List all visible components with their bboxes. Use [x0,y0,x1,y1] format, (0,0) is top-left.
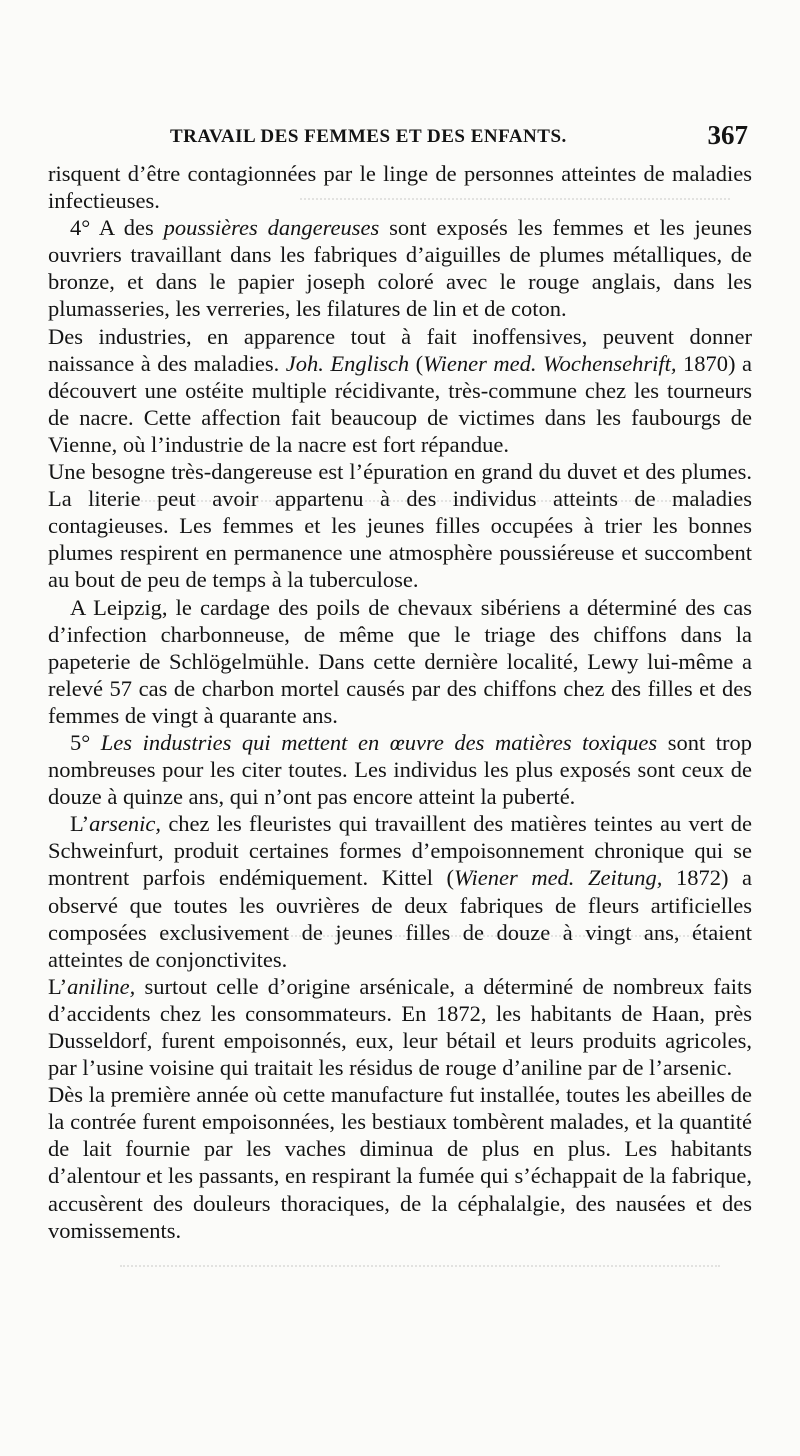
text-segment: 5° [70,729,101,755]
paragraph [48,973,752,1081]
page-header [160,118,750,154]
text-segment: Dès la première année où cette manufacture fut installée, toutes les abeilles de la contrée furent empoisonnées, les bestiaux tombèrent malades, et la quantité de lait fournie par les vaches diminua de plus en plus. Les habitants d’alentour et les passants, en respirant la fumée qui s’échappait de la fabrique, accusèrent des douleurs thoraciques, de la céphalalgie, des nausées et des vomissements. [48,1082,752,1243]
italic-segment: Wiener med. Zeitung, [454,865,663,891]
text-segment: surtout celle d’origine arsénicale, a déterminé de nombreux faits d’accidents chez les consommateurs. En 1872, les habitants de Haan, près Dusseldorf, furent empoisonnés, eux, leur bétail et leurs produits agricoles, par l’usine voisine qui traitait les résidus de rouge d’aniline par de l’arsenic. [48,973,752,1081]
page-number: 367 [707,120,748,150]
paragraph [48,729,752,810]
body-text [48,160,752,1244]
italic-segment: poussières dangereuses [163,215,380,241]
text-segment: L’ [70,811,90,837]
show-through-artifact [120,1265,720,1281]
text-segment: Une besogne très-dangereuse est l’épuration en grand du duvet et des plumes. La literie peut avoir appartenu à des individus atteints de maladies contagieuses. Les femmes et les jeunes filles occupées à trier les bonnes plumes respirent en permanence une atmosphère poussiéreuse et succombent au bout de peu de temps à la tuberculose. [48,459,752,593]
text-segment: 1870) a découvert une ostéite multiple récidivante, très-commune chez les tourneurs de nacre. Cette affection fait beaucoup de victimes dans les faubourgs de Vienne, où l’industrie de la nacre est fort répandue. [48,350,752,457]
paragraph [48,594,752,729]
italic-segment: arsenic, [89,811,162,837]
paragraph [48,458,752,593]
running-title: TRAVAIL DES FEMMES ET DES ENFANTS. [170,126,567,147]
paragraph [48,160,752,214]
text-segment: sont exposés les femmes et les jeunes ouvriers travaillant dans les fabriques d’aiguilles de plumes métalliques, de bronze, et dans le papier joseph coloré avec le rouge anglais, dans les plumasseries, les verreries, les filatures de lin et de coton. [48,215,752,322]
text-segment: Des industries, en apparence tout à fait inoffensives, peuvent donner naissance à des maladies. [48,323,752,376]
text-segment: 4° A des [70,215,164,241]
text-segment: risquent d’être contagionnées par le linge de personnes atteintes de maladies infectieuses. [48,161,752,214]
text-segment: ( [409,350,424,376]
italic-segment: Joh. Englisch [285,350,410,376]
text-segment: chez les fleuristes qui travaillent des matières teintes au vert de Schweinfurt, produit certaines formes d’empoisonnement chronique qui se montrent parfois endémiquement. Kittel ( [48,811,752,891]
paragraph [48,810,752,973]
italic-segment: Wiener med. Wochensehrift, [423,350,677,376]
italic-segment: aniline, [67,973,136,999]
italic-segment: Les industries qui mettent en œuvre des matières toxiques [100,729,658,755]
paragraph [48,214,752,322]
paragraph [48,323,752,458]
text-segment: L’ [48,973,68,999]
text-segment: A Leipzig, le cardage des poils de chevaux sibériens a déterminé des cas d’infection charbonneuse, de même que le triage des chiffons dans la papeterie de Schlögelmühle. Dans cette dernière localité, Lewy lui-même a relevé 57 cas de charbon mortel causés par des chiffons chez des filles et des femmes de vingt à quarante ans. [48,594,752,728]
text-segment: sont trop nombreuses pour les citer toutes. Les individus les plus exposés sont ceux de douze à quinze ans, qui n’ont pas encore atteint la puberté. [48,729,752,810]
paragraph [48,1081,752,1244]
text-segment: 1872) a observé que toutes les ouvrières de deux fabriques de fleurs artificielles composées exclusivement de jeunes filles de douze à vingt ans, étaient atteintes de conjonctivites. [48,865,752,972]
